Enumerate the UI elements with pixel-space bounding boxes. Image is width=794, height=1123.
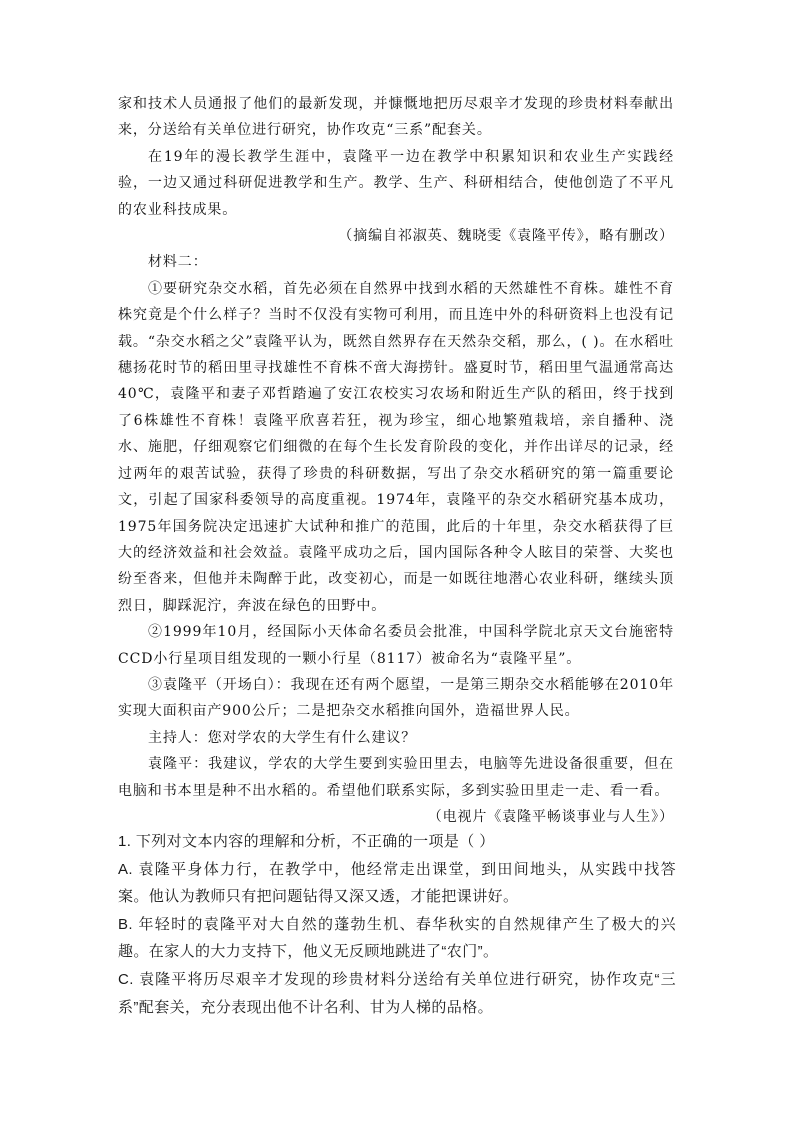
passage-paragraph-2: 在19年的漫长教学生涯中，袁隆平一边在教学中积累知识和农业生产实践经验，一边又通过科研促进教学和生产。教学、生产、科研相结合，使他创造了不平凡的农业科技成果。 (118, 148, 674, 218)
reading-passage (118, 91, 674, 830)
passage-paragraph-1: 家和技术人员通报了他们的最新发现，并慷慨地把历尽艰辛才发现的珍贵材料奉献出来，分送给有关单位进行研究，协作攻克“三系”配套关。 (118, 96, 674, 139)
passage-paragraph-7: 袁隆平：我建议，学农的大学生要到实验田里去，电脑等先进设备很重要，但在电脑和书本里是种不出水稻的。希望他们联系实际，多到实验田里走一走、看一看。 (118, 756, 674, 799)
passage-paragraph-5: ③袁隆平（开场白）：我现在还有两个愿望，一是第三期杂交水稻能够在2010年实现大面积亩产900公斤；二是把杂交水稻推向国外，造福世界人民。 (118, 676, 674, 720)
option-a: A. 袁隆平身体力行，在教学中，他经常走出课堂，到田间地头，从实践中找答案。他认为教师只有把问题钻得又深又透，才能把课讲好。 (118, 860, 676, 906)
option-c: C. 袁隆平将历尽艰辛才发现的珍贵材料分送给有关单位进行研究，协作攻克“三系”配套关，充分表现出他不计名利、甘为人梯的品格。 (118, 970, 676, 1016)
source-citation-2: （电视片《袁隆平畅谈事业与人生》） (427, 808, 674, 825)
passage-paragraph-3: ①要研究杂交水稻，首先必须在自然界中找到水稻的天然雄性不育株。雄性不育株究竟是个什么样子？当时不仅没有实物可利用，而且连中外的科研资料上也没有记载。“杂交水稻之父”袁隆平认为，既然自然界存在天然杂交稻，那么，( )。在水稻吐穗扬花时节的稻田里寻找雄性不育株不啻大海捞针。盛夏时节，稻田里气温通常高达40℃，袁隆平和妻子邓哲踏遍了安江农校实习农场和附近生产队的稻田，终于找到了6株雄性不育株！袁隆平欣喜若狂，视为珍宝，细心地繁殖栽培，亲自播种、浇水、施肥，仔细观察它们细微的在每个生长发育阶段的变化，并作出详尽的记录，经过两年的艰苦试验，获得了珍贵的科研数据，写出了杂交水稻研究的第一篇重要论文，引起了国家科委领导的高度重视。1974年，袁隆平的杂交水稻研究基本成功，1975年国务院决定迅速扩大试种和推广的范围，此后的十年里，杂交水稻获得了巨大的经济效益和社会效益。袁隆平成功之后，国内国际各种令人眩目的荣誉、大奖也纷至沓来，但他并未陶醉于此，改变初心，而是一如既往地潜心农业科研，继续头顶烈日，脚踩泥泞，奔波在绿色的田野中。 (118, 280, 674, 614)
material-two-label: 材料二： (148, 254, 208, 271)
passage-paragraph-6: 主持人：您对学农的大学生有什么建议？ (148, 729, 417, 746)
question-stem: 1. 下列对文本内容的理解和分析，不正确的一项是（ ） (118, 833, 495, 850)
question-block (118, 828, 676, 1021)
option-b: B. 年轻时的袁隆平对大自然的蓬勃生机、春华秋实的自然规律产生了极大的兴趣。在家人的大力支持下，他义无反顾地跳进了“农门”。 (118, 915, 676, 961)
source-citation-1: （摘编自祁淑英、魏晓雯《袁隆平传》，略有删改） (338, 228, 674, 245)
passage-paragraph-4: ②1999年10月，经国际小天体命名委员会批准，中国科学院北京天文台施密特CCD小行星项目组发现的一颗小行星（8117）被命名为“袁隆平星”。 (118, 624, 674, 667)
